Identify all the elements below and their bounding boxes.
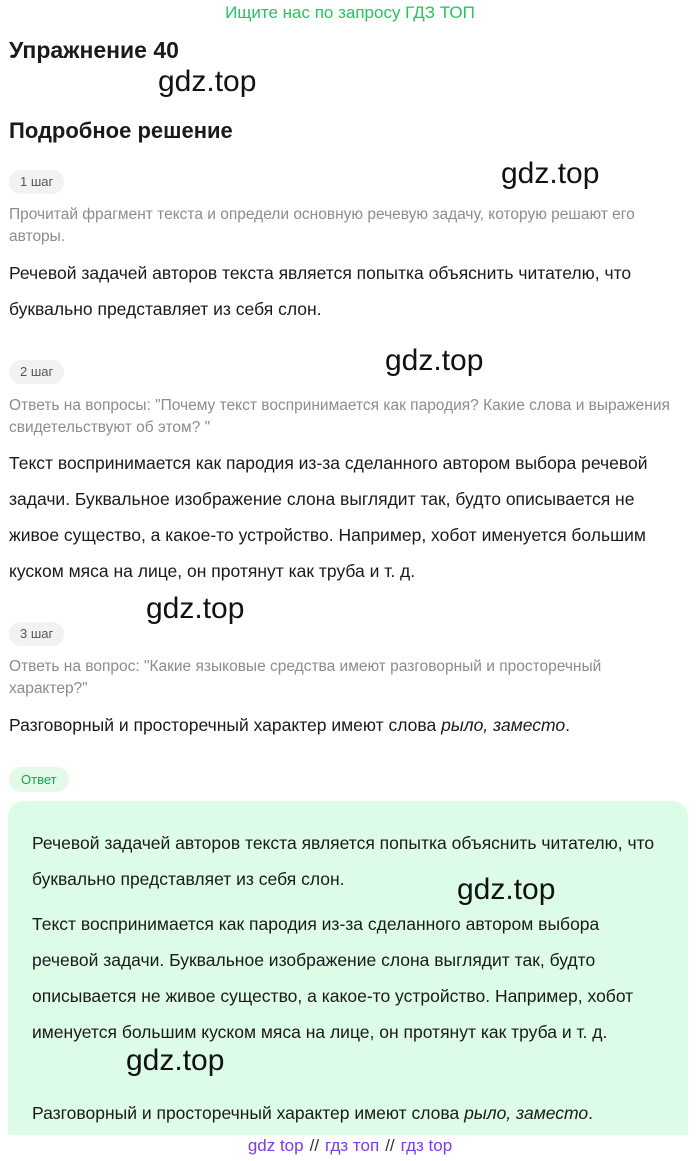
- step-3-answer-end: .: [565, 715, 570, 735]
- footer-link-gdz-top-mixed[interactable]: гдз top: [400, 1136, 453, 1155]
- watermark: gdz.top: [158, 65, 257, 98]
- exercise-title: Упражнение 40: [9, 37, 179, 63]
- footer-separator: //: [309, 1136, 320, 1155]
- step-2-badge: 2 шаг: [9, 360, 64, 384]
- watermark: gdz.top: [501, 157, 600, 190]
- watermark: gdz.top: [457, 873, 556, 906]
- answer-paragraph-3-end: .: [588, 1103, 593, 1123]
- answer-paragraph-2: Текст воспринимается как пародия из-за сделанного автором выбора речевой задачи. Буквальное изображение слона выглядит так, будто описывается не живое существо, а какое-то устройство. Например, хобот именуется большим куском мяса на лице, он протянут как труба и т. д.: [32, 914, 634, 1042]
- answer-paragraph-3-emphasis: рыло, заместо: [464, 1103, 589, 1123]
- step-3-question: Ответь на вопрос: "Какие языковые средства имеют разговорный и просторечный характер?": [9, 658, 602, 697]
- footer-separator: //: [385, 1136, 395, 1155]
- footer-link-gdz-top[interactable]: gdz top: [247, 1136, 304, 1155]
- step-3-badge: 3 шаг: [9, 622, 64, 646]
- answer-paragraph-3-text: Разговорный и просторечный характер имеют слова: [32, 1103, 465, 1123]
- step-3-answer: [9, 707, 679, 743]
- solution-title: Подробное решение: [9, 118, 233, 143]
- step-1-question: Прочитай фрагмент текста и определи основную речевую задачу, которую решают его авторы.: [9, 206, 635, 245]
- step-2-answer: Текст воспринимается как пародия из-за сделанного автором выбора речевой задачи. Буквальное изображение слона выглядит так, будто описывается не живое существо, а какое-то устройство. Например, хобот именуется большим куском мяса на лице, он протянут как труба и т. д.: [9, 453, 648, 581]
- search-hint-link[interactable]: Ищите нас по запросу ГДЗ ТОП: [225, 3, 475, 22]
- answer-paragraph-1: Речевой задачей авторов текста является попытка объяснить читателю, что буквально представляет из себя слон.: [32, 833, 655, 889]
- step-3-answer-text: Разговорный и просторечный характер имеют слова: [9, 715, 442, 735]
- watermark: gdz.top: [385, 344, 484, 377]
- step-1-answer: Речевой задачей авторов текста является попытка объяснить читателю, что буквально представляет из себя слон.: [9, 263, 632, 319]
- step-1-badge: 1 шаг: [9, 170, 64, 194]
- watermark: gdz.top: [146, 592, 245, 625]
- footer-link-gdz-top-ru[interactable]: гдз топ: [325, 1136, 380, 1155]
- footer: [0, 1134, 700, 1158]
- watermark: gdz.top: [126, 1044, 225, 1077]
- answer-badge: Ответ: [9, 767, 69, 792]
- answer-paragraph-3: [32, 1095, 662, 1131]
- step-3-answer-emphasis: рыло, заместо: [441, 715, 566, 735]
- step-2-question: Ответь на вопросы: "Почему текст воспринимается как пародия? Какие слова и выражения свидетельствуют об этом? ": [9, 397, 670, 436]
